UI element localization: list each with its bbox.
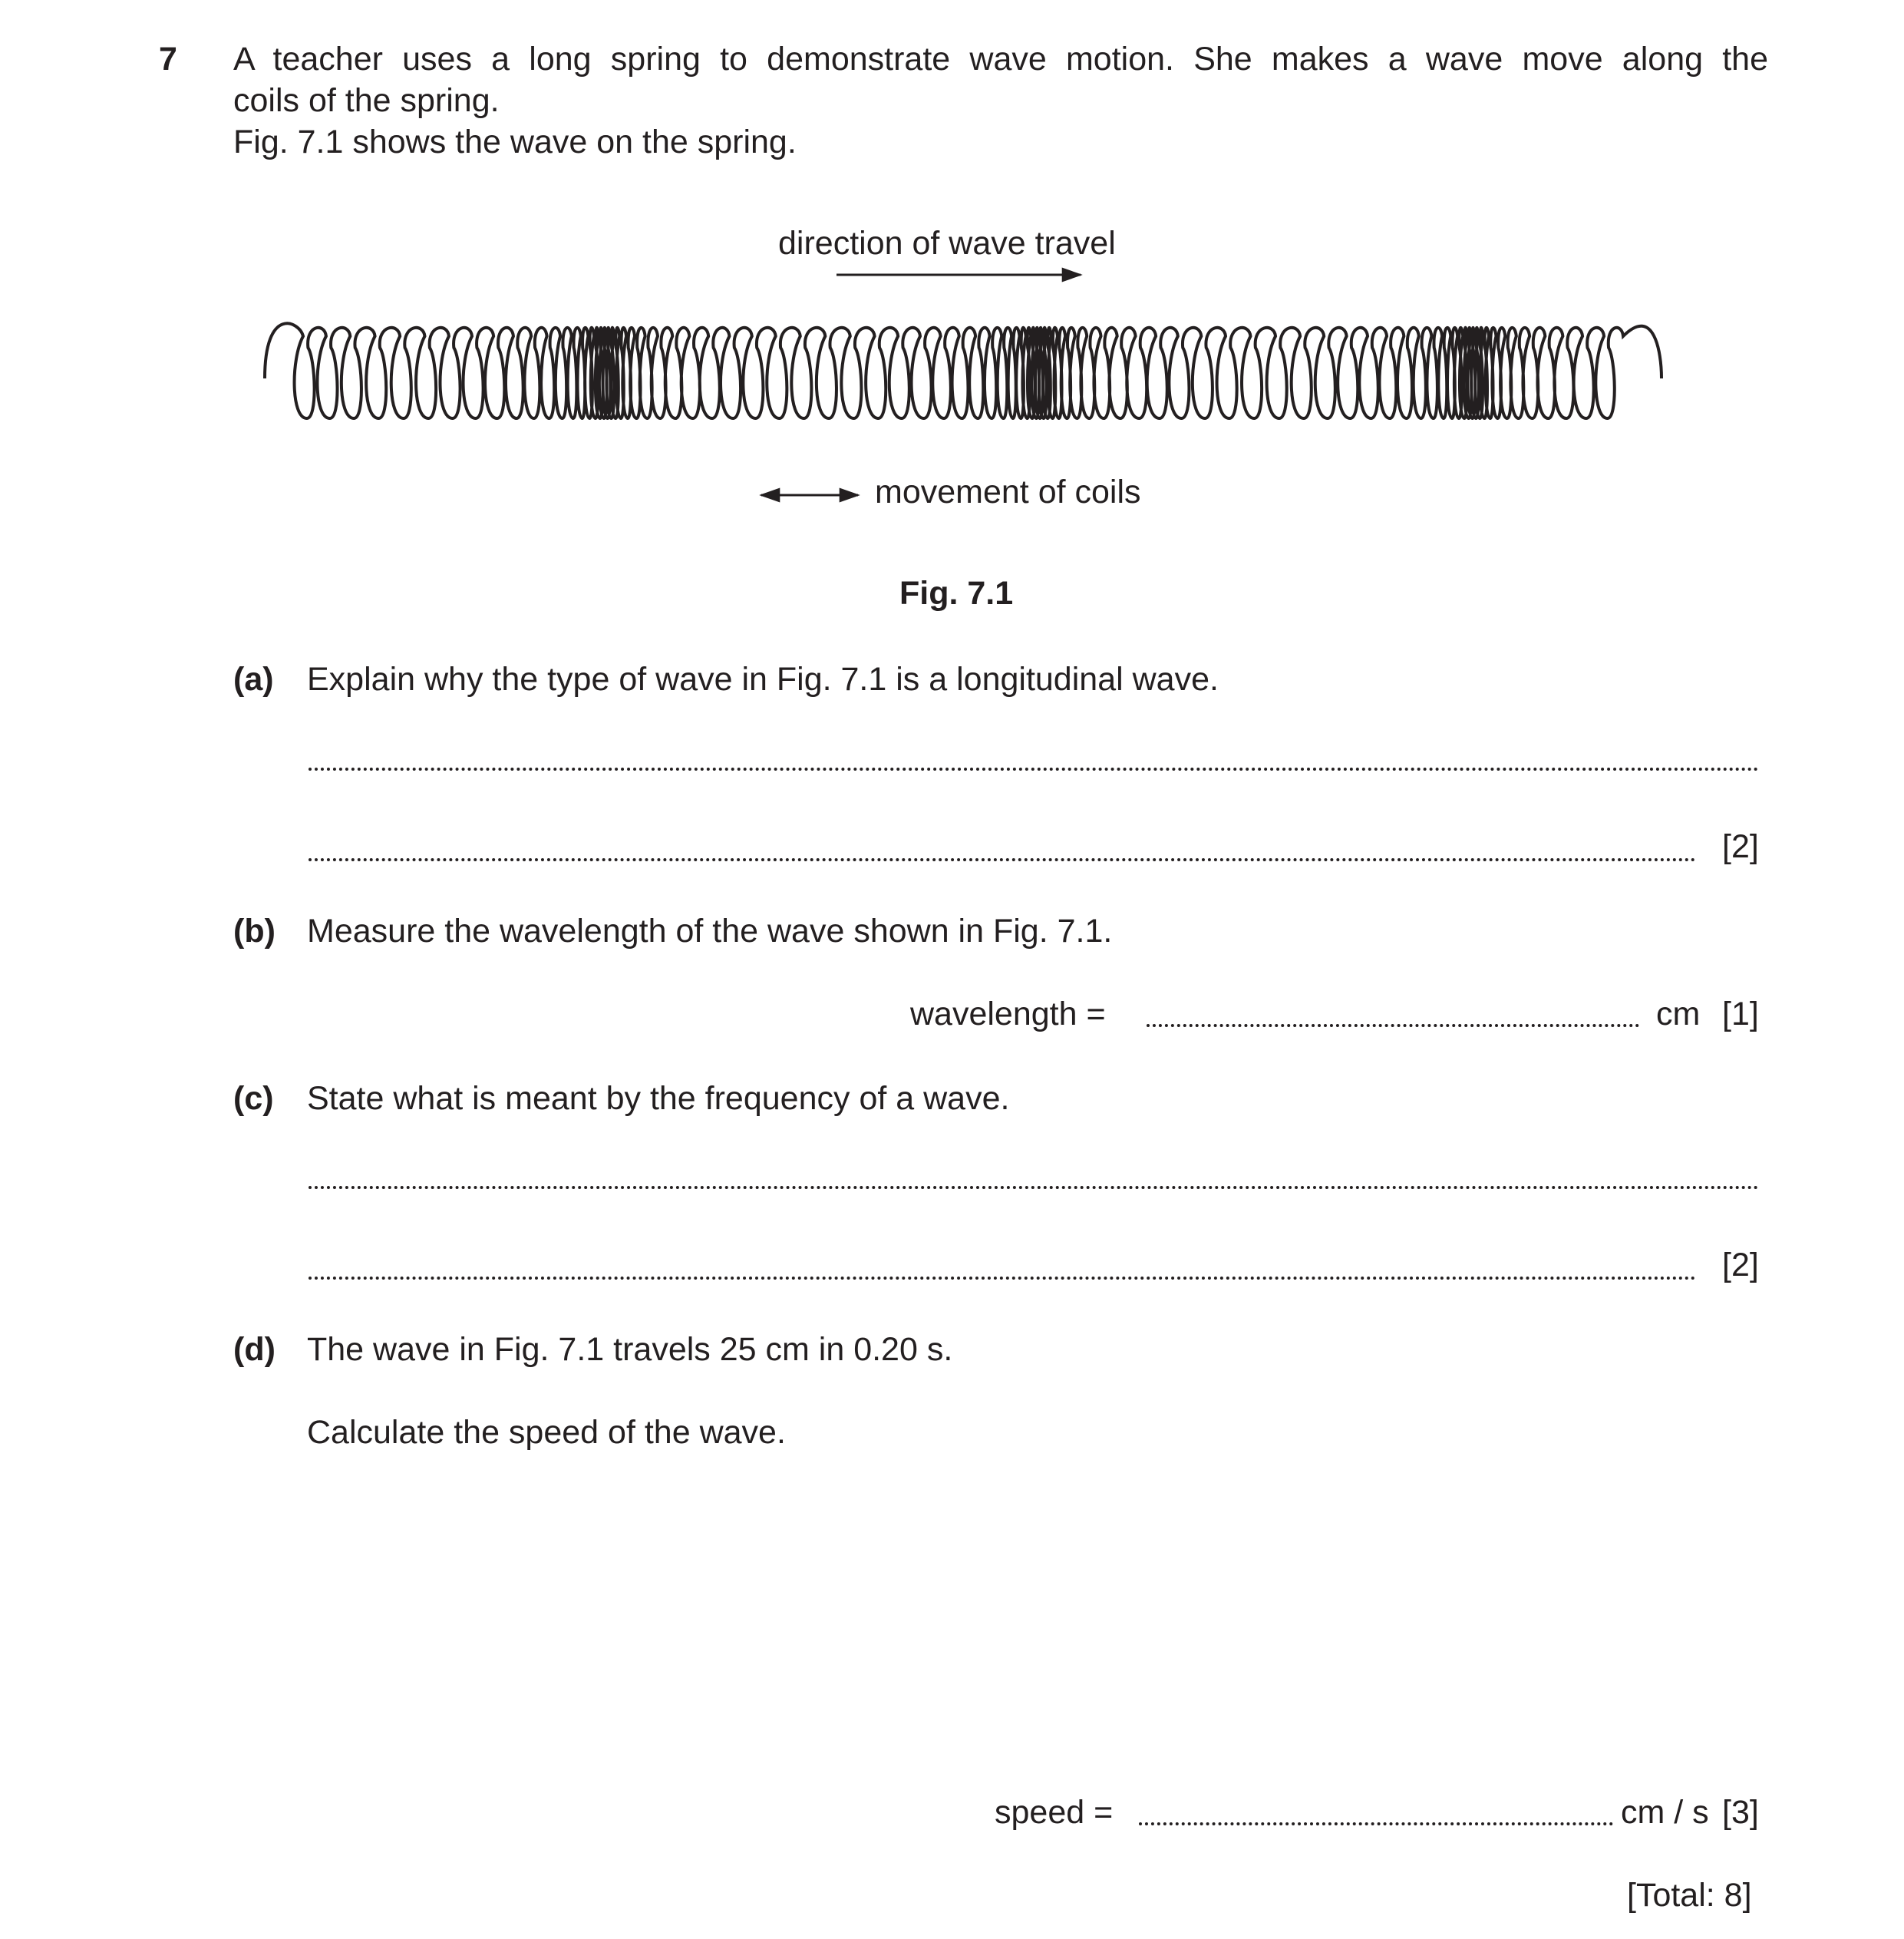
figure-caption: Fig. 7.1 <box>899 575 1014 612</box>
part-a-question: Explain why the type of wave in Fig. 7.1 is a longitudinal wave. <box>307 661 1219 698</box>
spring-coils <box>265 323 1661 418</box>
speed-unit: cm / s <box>1621 1794 1709 1831</box>
speed-label: speed = <box>995 1794 1114 1831</box>
part-a-answer-line-2[interactable] <box>309 858 1696 861</box>
part-c-answer-line-2[interactable] <box>309 1277 1696 1280</box>
question-intro-line-1: A teacher uses a long spring to demonstrate wave motion. She makes a wave move along the <box>233 41 1768 78</box>
part-d-instruction: Calculate the speed of the wave. <box>307 1414 786 1451</box>
speed-answer-line[interactable] <box>1139 1822 1613 1825</box>
part-a-label: (a) <box>233 661 274 698</box>
question-intro-line-2: coils of the spring. <box>233 82 500 119</box>
figure-label-movement: movement of coils <box>875 474 1141 510</box>
spring-coil-path <box>265 323 1661 418</box>
part-b-question: Measure the wavelength of the wave shown in Fig. 7.1. <box>307 913 1113 950</box>
figure-label-direction: direction of wave travel <box>778 225 1116 262</box>
part-b-marks: [1] <box>1722 996 1759 1032</box>
part-d-question: The wave in Fig. 7.1 travels 25 cm in 0.20 s. <box>307 1331 953 1368</box>
question-number: 7 <box>159 41 177 78</box>
part-c-label: (c) <box>233 1080 274 1117</box>
wavelength-label: wavelength = <box>910 996 1106 1032</box>
wavelength-answer-line[interactable] <box>1147 1024 1639 1027</box>
total-marks: [Total: 8] <box>1627 1877 1752 1914</box>
part-b-label: (b) <box>233 913 276 950</box>
part-c-marks: [2] <box>1722 1247 1759 1283</box>
part-d-marks: [3] <box>1722 1794 1759 1831</box>
part-c-question: State what is meant by the frequency of a wave. <box>307 1080 1010 1117</box>
part-c-answer-line-1[interactable] <box>309 1186 1759 1189</box>
question-intro-line-3: Fig. 7.1 shows the wave on the spring. <box>233 124 797 160</box>
wavelength-unit: cm <box>1656 996 1701 1032</box>
part-a-answer-line-1[interactable] <box>309 768 1759 771</box>
part-a-marks: [2] <box>1722 828 1759 865</box>
part-d-label: (d) <box>233 1331 276 1368</box>
